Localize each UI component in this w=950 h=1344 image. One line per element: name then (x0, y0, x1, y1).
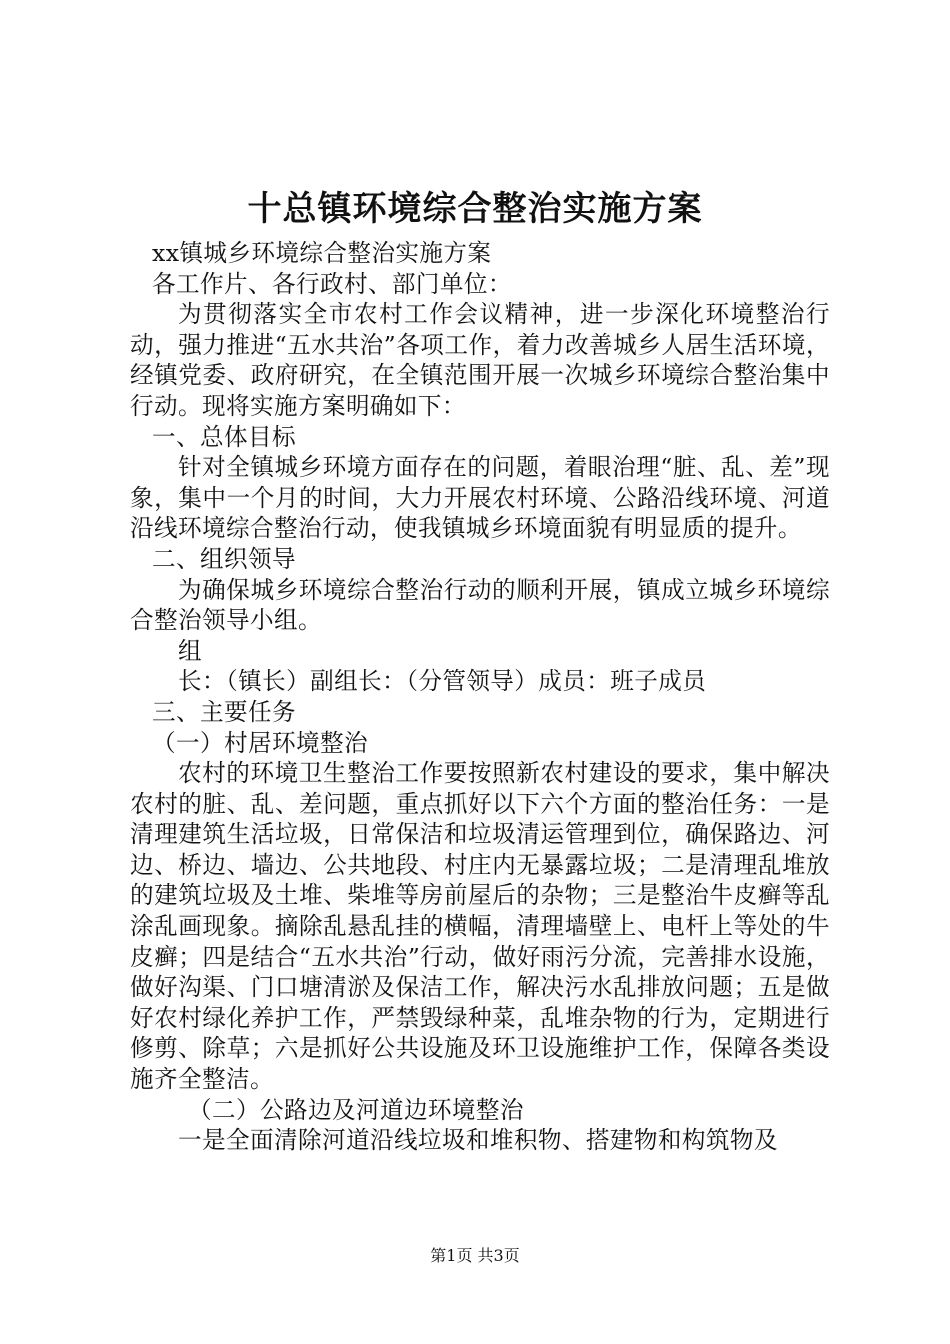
document-body (130, 238, 830, 1156)
heading-village-environment: （一）村居环境整治 (152, 728, 368, 757)
heading-main-tasks: 三、主要任务 (152, 697, 296, 726)
paragraph-road-river-environment: 一是全面清除河道沿线垃圾和堆积物、搭建物和构筑物及 (178, 1126, 778, 1155)
paragraph-organization: 为确保城乡环境综合整治行动的顺利开展，镇成立城乡环境综合整治领导小组。 (130, 575, 830, 635)
document-title: 十总镇环境综合整治实施方案 (247, 189, 703, 229)
paragraph-village-environment: 农村的环境卫生整治工作要按照新农村建设的要求，集中解决农村的脏、乱、差问题，重点抓好以下六个方面的整治任务：一是清理建筑生活垃圾，日常保洁和垃圾清运管理到位，确保路边、河边、桥边、墙边、公共地段、村庄内无暴露垃圾；二是清理乱堆放的建筑垃圾及土堆、柴堆等房前屋后的杂物；三是整治牛皮癣等乱涂乱画现象。摘除乱悬乱挂的横幅，清理墙壁上、电杆上等处的牛皮癣；四是结合“五水共治”行动，做好雨污分流，完善排水设施，做好沟渠、门口塘清淤及保洁工作，解决污水乱排放问题；五是做好农村绿化养护工作，严禁毁绿种菜，乱堆杂物的行为，定期进行修剪、除草；六是抓好公共设施及环卫设施维护工作，保障各类设施齐全整洁。 (130, 759, 830, 1094)
group-members: 长：（镇长）副组长：（分管领导）成员：班子成员 (178, 667, 707, 696)
group-label: 组 (178, 636, 202, 665)
salutation: 各工作片、各行政村、部门单位： (152, 269, 512, 298)
paragraph-goal: 针对全镇城乡环境方面存在的问题，着眼治理“脏、乱、差”现象，集中一个月的时间，大力开展农村环境、公路沿线环境、河道沿线环境综合整治行动，使我镇城乡环境面貌有明显质的提升。 (130, 453, 830, 543)
subtitle-line: xx镇城乡环境综合整治实施方案 (152, 239, 492, 267)
heading-organization: 二、组织领导 (152, 544, 296, 573)
heading-overall-goal: 一、总体目标 (152, 422, 296, 451)
paragraph-intro: 为贯彻落实全市农村工作会议精神，进一步深化环境整治行动，强力推进“五水共治”各项工作，着力改善城乡人居生活环境，经镇党委、政府研究，在全镇范围开展一次城乡环境综合整治集中行动。现将实施方案明确如下： (130, 300, 830, 420)
page-footer: 第1页 共3页 (430, 1246, 520, 1265)
heading-road-river-environment: （二）公路边及河道边环境整治 (188, 1095, 524, 1124)
